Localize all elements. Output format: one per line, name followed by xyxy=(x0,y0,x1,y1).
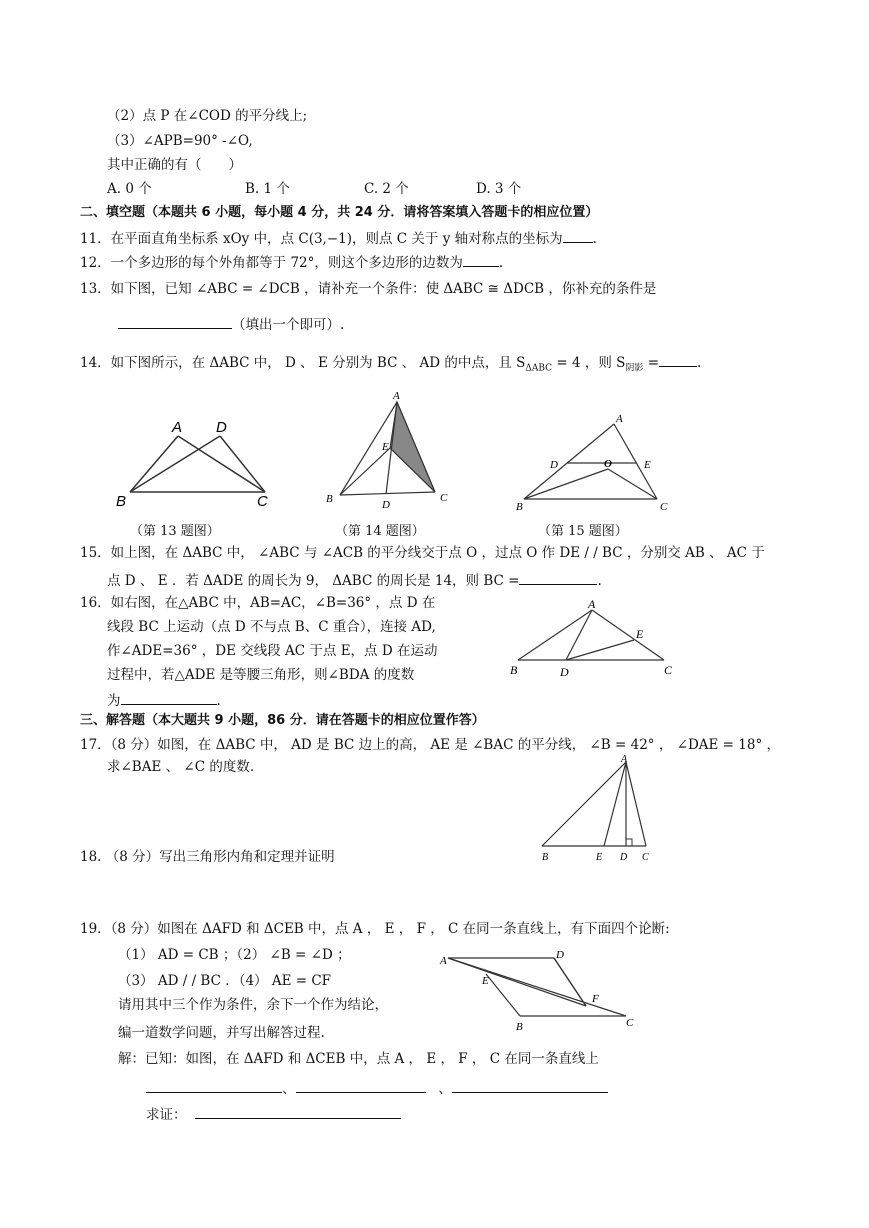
q15-line2-text: 点 D 、 E ．若 ΔADE 的周长为 9， ΔABC 的周长是 14，则 BC = xyxy=(107,573,520,589)
fig15-label-c: C xyxy=(660,501,668,513)
fig14-label-c: C xyxy=(440,492,448,504)
q19-line4: 请用其中三个作为条件，余下一个作为结论， xyxy=(118,997,388,1013)
fig13-label-a: A xyxy=(172,419,183,436)
q15-answer-blank[interactable] xyxy=(519,570,597,585)
q19-line1: 19．（8 分）如图在 ΔAFD 和 ΔCEB 中，点 A ， E ， F ， C 在同一条直线上，有下面四个论断: xyxy=(80,921,670,937)
q19-given-row xyxy=(146,1078,608,1098)
q19-prove-blank[interactable] xyxy=(195,1104,401,1119)
q10-item2: （2）点 P 在∠COD 的平分线上; xyxy=(107,108,308,124)
fig16-label-d: D xyxy=(560,665,569,679)
figure-15-caption: （第 15 题图） xyxy=(538,524,628,539)
fig16-label-a: A xyxy=(588,598,596,611)
q16-end: . xyxy=(216,693,221,709)
q19-prove-row xyxy=(146,1104,401,1124)
section2-title: 二、填空题（本题共 6 小题，每小题 4 分，共 24 分．请将答案填入答题卡的相应位置） xyxy=(80,205,599,220)
fig13-label-b: B xyxy=(116,493,127,510)
fig15-label-a: A xyxy=(616,413,623,425)
q11-end: . xyxy=(592,231,597,247)
q19-given-blank-2[interactable] xyxy=(296,1078,426,1093)
q10-option-b: B. 1 个 xyxy=(245,181,290,197)
q14-text: 14．如下图所示，在 ΔABC 中， D 、 E 分别为 BC 、 AD 的中点，且 S xyxy=(80,355,526,371)
fig13-label-d: D xyxy=(216,419,227,436)
figure-16 xyxy=(504,598,684,682)
figure-14 xyxy=(320,388,460,510)
q12-text: 12．一个多边形的每个外角都等于 72°，则这个多边形的边数为 xyxy=(80,255,463,271)
q14-end: . xyxy=(697,355,702,371)
q13-answer-row xyxy=(118,314,344,334)
fig14-label-e: E xyxy=(382,441,389,453)
q10-option-c: C. 2 个 xyxy=(364,181,409,197)
fig19-label-c: C xyxy=(626,1017,634,1029)
figure-13-caption: （第 13 题图） xyxy=(130,524,220,539)
q11 xyxy=(80,228,597,248)
fig15-label-d: D xyxy=(550,459,558,471)
q19-given-blank-3[interactable] xyxy=(452,1078,608,1093)
q16-line2: 线段 BC 上运动（点 D 不与点 B、C 重合），连接 AD, xyxy=(107,619,436,635)
fig19-label-e: E xyxy=(482,975,489,987)
q19-line6: 解：已知：如图，在 ΔAFD 和 ΔCEB 中，点 A ， E ， F ， C 在同一条直线上 xyxy=(118,1051,599,1067)
q19-prove-label: 求证： xyxy=(146,1107,187,1123)
fig15-label-o: O xyxy=(604,458,612,470)
q13-answer-blank[interactable] xyxy=(118,314,232,329)
q19-line5: 编一道数学问题，并写出解答过程. xyxy=(118,1025,325,1041)
q12-answer-blank[interactable] xyxy=(463,252,499,267)
fig16-label-e: E xyxy=(636,627,644,641)
q12 xyxy=(80,252,503,272)
q19-line3: （3） AD / / BC ．（4） AE = CF xyxy=(118,973,332,989)
fig13-label-c: C xyxy=(257,493,268,510)
fig19-label-b: B xyxy=(516,1021,523,1033)
q18-text: 18. （8 分）写出三角形内角和定理并证明 xyxy=(80,849,335,865)
q16-answer-blank[interactable] xyxy=(121,690,217,705)
q10-prompt: 其中正确的有（ ） xyxy=(107,157,242,173)
fig14-label-b: B xyxy=(326,493,333,505)
q19-line2: （1） AD = CB ；（2） ∠B = ∠D ； xyxy=(118,947,351,963)
fig17-label-d: D xyxy=(620,852,628,863)
q13-text: 13．如下图，已知 ∠ABC = ∠DCB ，请补充一个条件：使 ΔABC ≅ ΔDCB ，你补充的条件是 xyxy=(80,281,657,297)
q19-sep-2: 、 xyxy=(438,1081,452,1097)
q11-answer-blank[interactable] xyxy=(563,228,593,243)
q15-end: . xyxy=(597,573,602,589)
q12-end: . xyxy=(498,255,504,271)
q14-eq: = xyxy=(643,355,660,371)
fig16-label-b: B xyxy=(510,663,518,677)
fig16-label-c: C xyxy=(664,663,673,677)
fig19-label-a: A xyxy=(440,955,447,967)
fig19-label-f: F xyxy=(592,993,599,1005)
fig17-label-c: C xyxy=(642,852,649,863)
fig15-label-e: E xyxy=(644,459,651,471)
q14-mid: = 4 ，则 S xyxy=(552,355,626,371)
fig17-label-a: A xyxy=(621,754,628,765)
q14 xyxy=(80,352,701,378)
figure-14-caption: （第 14 题图） xyxy=(335,524,425,539)
q16-line1: 16．如右图，在△ABC 中，AB=AC，∠B=36° ，点 D 在 xyxy=(80,595,436,611)
q10-option-a: A. 0 个 xyxy=(107,181,152,197)
fig14-label-a: A xyxy=(393,390,400,402)
figure-13 xyxy=(110,410,280,510)
q13-hint: （填出一个即可）. xyxy=(232,317,345,333)
fig19-label-d: D xyxy=(556,949,564,961)
section3-title: 三、解答题（本大题共 9 小题，86 分．请在答题卡的相应位置作答） xyxy=(80,713,485,728)
figure-19 xyxy=(436,946,646,1036)
q10-option-d: D. 3 个 xyxy=(476,181,522,197)
q17-line2: 求∠BAE 、 ∠C 的度数. xyxy=(107,759,255,775)
q15-line1: 15．如上图，在 ΔABC 中， ∠ABC 与 ∠ACB 的平分线交于点 O ，过点 O 作 DE / / BC ，分别交 AB 、 AC 于 xyxy=(80,545,765,561)
figure-17 xyxy=(536,752,666,864)
q16-line5-text: 为 xyxy=(107,693,121,709)
q17-line1: 17．（8 分）如图，在 ΔABC 中， AD 是 BC 边上的高， AE 是 ∠BAC 的平分线， ∠B = 42° ， ∠DAE = 18° ， xyxy=(80,737,780,753)
q14-sub-abc: ΔABC xyxy=(525,363,553,374)
q10-item3: （3）∠APB=90° -∠O, xyxy=(107,133,253,149)
q16-line3: 作∠ADE=36° ，DE 交线段 AC 于点 E，点 D 在运动 xyxy=(107,643,438,659)
q19-given-blank-1[interactable] xyxy=(146,1078,282,1093)
q16-line4: 过程中，若△ADE 是等腰三角形，则∠BDA 的度数 xyxy=(107,667,415,683)
q15-line2 xyxy=(107,570,602,590)
fig15-label-b: B xyxy=(516,501,523,513)
q16-line5 xyxy=(107,690,221,710)
q14-sub-shadow: 阴影 xyxy=(625,363,644,374)
fig17-label-e: E xyxy=(596,852,603,863)
fig17-label-b: B xyxy=(542,852,549,863)
q11-text: 11．在平面直角坐标系 xOy 中，点 C(3,−1)，则点 C 关于 y 轴对称点的坐标为 xyxy=(80,231,563,247)
figure-15 xyxy=(510,410,680,516)
q14-answer-blank[interactable] xyxy=(659,352,697,367)
fig14-label-d: D xyxy=(382,499,390,510)
q19-sep-1: 、 xyxy=(282,1081,296,1097)
